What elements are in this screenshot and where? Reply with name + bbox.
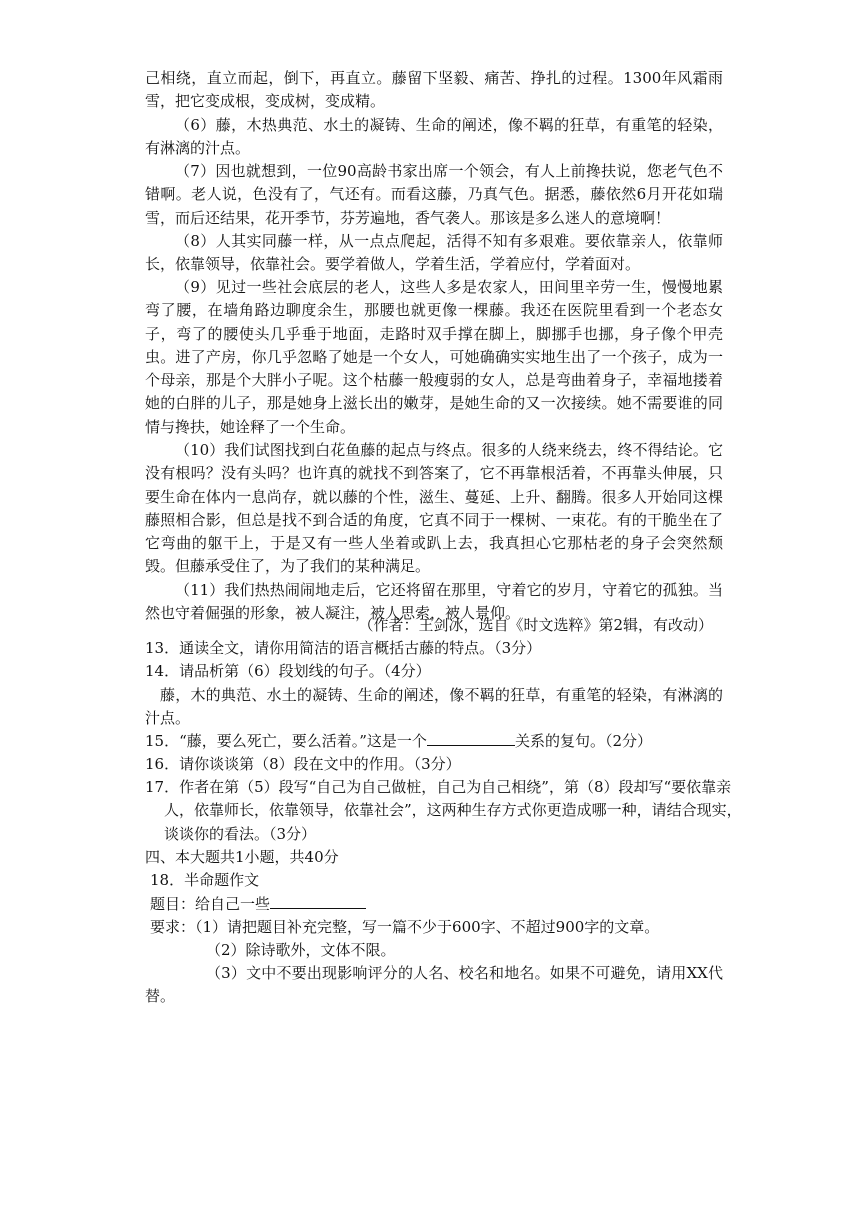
paragraph-10: （10）我们试图找到白花鱼藤的起点与终点。很多的人绕来绕去，终不得结论。它没有根吗？没有头吗？也许真的就找不到答案了，它不再靠根活着，不再靠头伸展，只要生命在体内一息尚存，就以藤的个性，滋生、蔓延、上升、翻腾。很多人开始同这棵藤照相合影，但总是找不到合适的角度，它真不同于一棵树、一束花。有的干脆坐在了它弯曲的躯干上，于是又有一些人坐着或趴上去，我真担心它那枯老的身子会突然颓毁。但藤承受住了，为了我们的某种满足。 [145,441,723,576]
paragraph-8: （8）人其实同藤一样，从一点点爬起，活得不知有多艰难。要依靠亲人，依靠师长，依靠领导，依靠社会。要学着做人，学着生活，学着应付，学着面对。 [145,232,723,274]
essay-topic [150,893,728,916]
question-14-quote: 藤，木的典范、水土的凝铸、生命的阐述，像不羁的狂草，有重笔的轻染，有淋漓的汁点。 [145,686,723,728]
essay-topic-text: 题目：给自己一些 [150,895,271,913]
question-13: 13．通读全文，请你用简洁的语言概括古藤的特点。（3分） [145,639,542,657]
question-15 [145,730,723,753]
paragraph-9: （9）见过一些社会底层的老人，这些人多是农家人，田间里辛劳一生，慢慢地累弯了腰，在墙角路边聊度余生，那腰也就更像一棵藤。我还在医院里看到一个老态女子，弯了的腰使头几乎垂于地面，走路时双手撑在脚上，脚挪手也挪，身子像个甲壳虫。进了产房，你几乎忽略了她是一个女人，可她确确实实地生出了一个孩子，成为一个母亲，那是个大胖小子呢。这个枯藤一般瘦弱的女人，总是弯曲着身子，幸福地搂着她的白胖的儿子，那是她身上滋长出的嫩芽，是她生命的又一次接续。她不需要谁的同情与搀扶，她诠释了一个生命。 [145,278,723,436]
question-14: 14．请品析第（6）段划线的句子。（4分） [145,662,431,680]
paragraph-6: （6）藤，木热典范、水土的凝铸、生命的阐述，像不羁的狂草，有重笔的轻染，有淋漓的汁点。 [145,116,723,158]
source-attribution: （作者：王剑冰，选自《时文选粹》第2辑，有改动） [358,616,713,634]
section-4-heading: 四、本大题共1小题，共40分 [145,848,339,866]
paragraph-5-continued: 己相绕，直立而起，倒下，再直立。藤留下坚毅、痛苦、挣扎的过程。1300年风霜雨雪，把它变成根，变成树，变成精。 [145,69,723,111]
question-18: 18．半命题作文 [150,871,260,889]
requirement-1: 要求：（1）请把题目补充完整，写一篇不少于600字、不超过900字的文章。 [150,918,660,936]
question-17: 17．作者在第（5）段写“自己为自己做桩，自己为自己相绕”，第（8）段却写“要依靠亲人，依靠师长，依靠领导，依靠社会”，这两种生存方式你更造成哪一种，请结合现实，谈谈你的看法。（3分） [145,778,742,843]
question-15-text-b: 关系的复句。（2分） [514,732,652,750]
question-16: 16．请你谈谈第（8）段在文中的作用。（3分） [145,755,461,773]
requirement-2: （2）除诗歌外，文体不限。 [206,941,396,959]
answer-blank[interactable] [427,731,515,746]
question-15-text-a: 15．“藤，要么死亡，要么活着。”这是一个 [145,732,427,750]
topic-blank[interactable] [270,894,366,909]
paragraph-11: （11）我们热热闹闹地走后，它还将留在那里，守着它的岁月，守着它的孤独。当然也守着倔强的形象，被人凝注，被人思索，被人景仰。 [145,581,723,623]
paragraph-7: （7）因也就想到，一位90高龄书家出席一个领会，有人上前搀扶说，您老气色不错啊。老人说，色没有了，气还有。而看这藤，乃真气色。据悉，藤依然6月开花如瑞雪，而后还结果，花开季节，芬芳遍地，香气袭人。那该是多么迷人的意境啊！ [145,162,723,227]
requirement-3: （3）文中不要出现影响评分的人名、校名和地名。如果不可避免，请用XX代替。 [145,964,723,1006]
